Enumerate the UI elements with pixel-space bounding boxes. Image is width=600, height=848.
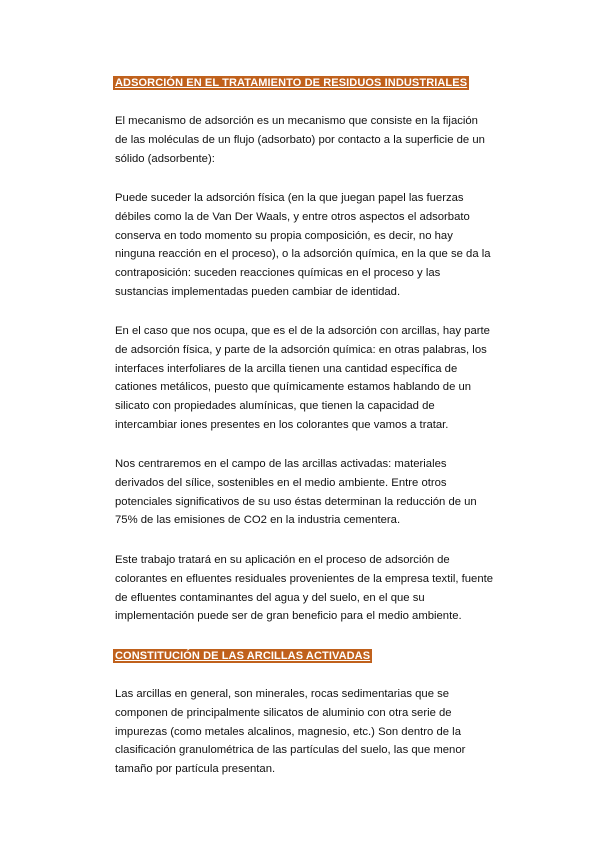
paragraph-mecanismo: [115, 112, 495, 168]
text-line: tamaño por partícula presentan.: [115, 763, 276, 776]
text-line: implementación puede ser de gran beneficio para el medio ambiente.: [115, 610, 462, 623]
text-line: interfaces interfoliares de la arcilla tienen una cantidad específica de: [115, 362, 458, 375]
text-line: cationes metálicos, puesto que químicamente estamos hablando de un: [115, 381, 472, 394]
text-line: componen de principalmente silicatos de aluminio con otra serie de: [115, 706, 452, 719]
section-heading-constitucion: CONSTITUCIÓN DE LAS ARCILLAS ACTIVADAS: [115, 650, 371, 662]
text-line: 75% de las emisiones de CO2 en la industria cementera.: [115, 514, 401, 527]
text-line: intercambiar iones presentes en los colorantes que vamos a tratar.: [115, 418, 449, 431]
text-line: de las moléculas de un flujo (adsorbato) por contacto a la superficie de un: [115, 133, 485, 146]
section-heading-adsorcion: ADSORCIÓN EN EL TRATAMIENTO DE RESIDUOS INDUSTRIALES: [115, 77, 468, 89]
text-line: de efluentes contaminantes del agua y del suelo, en el que su: [115, 591, 425, 604]
text-line: silicato con propiedades alumínicas, que tienen la capacidad de: [115, 400, 435, 413]
text-line: Las arcillas en general, son minerales, rocas sedimentarias que se: [115, 688, 450, 700]
text-line: colorantes en efluentes residuales provenientes de la empresa textil, fuente: [115, 572, 494, 585]
text-line: sólido (adsorbente):: [115, 152, 215, 165]
text-line: conserva en todo momento su propia composición, es decir, no hay: [115, 229, 453, 242]
text-line: impurezas (como metales alcalinos, magnesio, etc.) Son dentro de la: [115, 725, 461, 738]
text-line: Este trabajo tratará en su aplicación en el proceso de adsorción de: [115, 554, 450, 566]
text-line: Nos centraremos en el campo de las arcillas activadas: materiales: [115, 458, 447, 470]
text-line: de adsorción física, y parte de la adsorción química: en otras palabras, los: [115, 343, 487, 356]
paragraph-adsorcion-fisica: [115, 189, 495, 302]
paragraph-constitucion: [115, 685, 495, 779]
text-line: En el caso que nos ocupa, que es el de la adsorción con arcillas, hay parte: [115, 325, 490, 337]
paragraph-trabajo: [115, 551, 495, 626]
text-line: débiles como la de Van Der Waals, y entre otros aspectos el adsorbato: [115, 210, 470, 223]
text-line: sustancias implementadas pueden cambiar de identidad.: [115, 285, 401, 298]
text-line: derivados del sílice, sostenibles en el medio ambiente. Entre otros: [115, 476, 447, 489]
text-line: ninguna reacción en el proceso), o la adsorción química, en la que se da la: [115, 248, 491, 261]
paragraph-arcillas: [115, 322, 495, 435]
text-line: Puede suceder la adsorción física (en la que juegan papel las fuerzas: [115, 192, 464, 204]
text-line: contraposición: suceden reacciones químicas en el proceso y las: [115, 267, 441, 280]
text-line: potenciales significativos de su uso éstas determinan la reducción de un: [115, 495, 477, 508]
text-line: clasificación granulométrica de las partículas del suelo, las que menor: [115, 744, 466, 757]
text-line: El mecanismo de adsorción es un mecanismo que consiste en la fijación: [115, 115, 478, 127]
paragraph-arcillas-activadas: [115, 455, 495, 530]
